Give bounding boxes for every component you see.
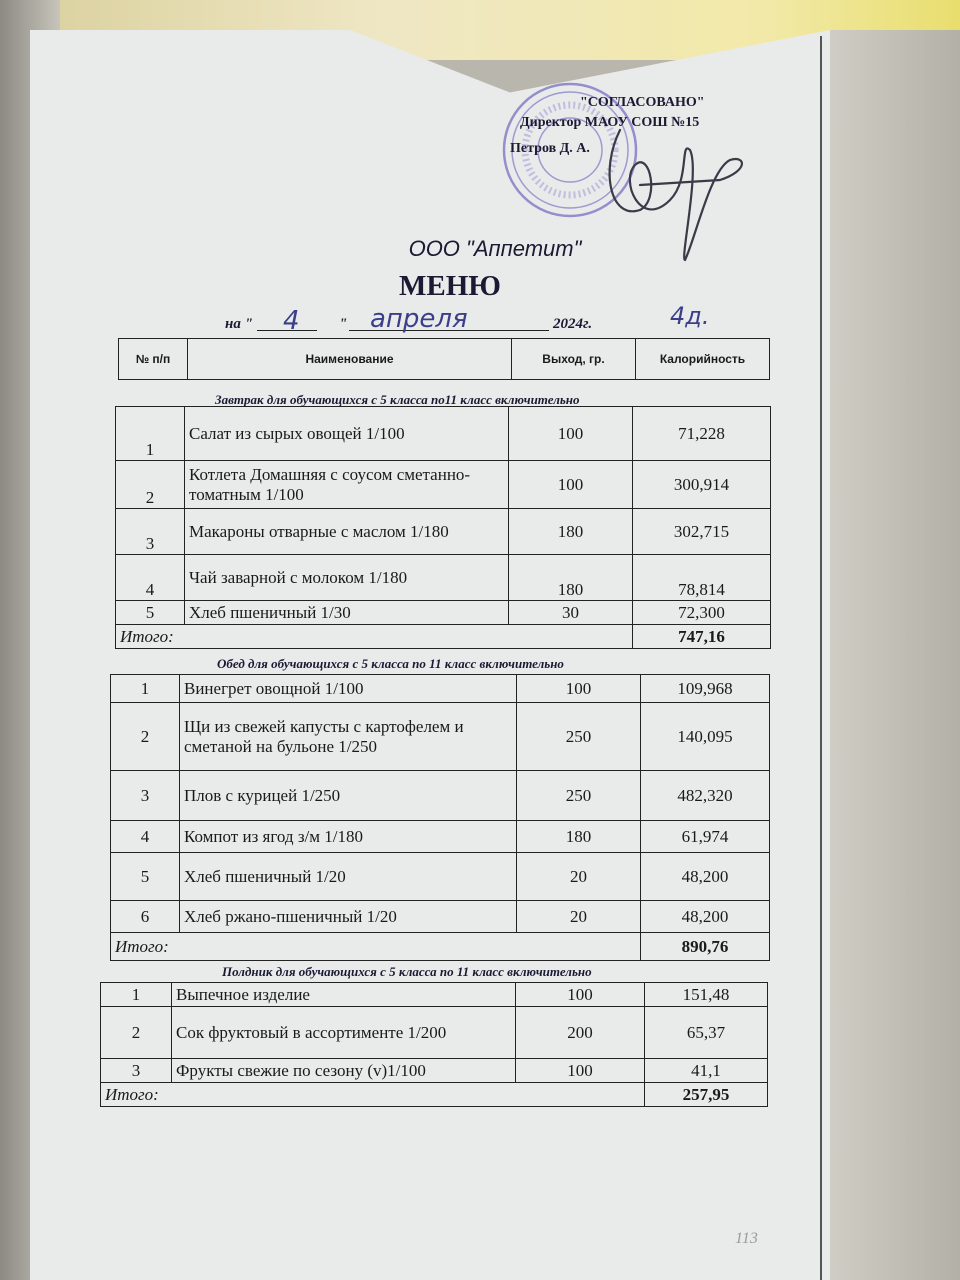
row-output: 180 — [509, 509, 633, 555]
row-name: Сок фруктовый в ассортименте 1/200 — [172, 1007, 516, 1059]
table-row — [116, 601, 771, 625]
table-row — [111, 853, 770, 901]
section-caption: Обед для обучающихся с 5 класса по 11 класс включительно — [217, 656, 564, 671]
row-name: Компот из ягод з/м 1/180 — [180, 821, 517, 853]
row-output: 20 — [517, 853, 641, 901]
total-label: Итого: — [116, 625, 633, 649]
date-mid: " — [339, 316, 348, 332]
row-num: 2 — [101, 1007, 172, 1059]
row-num: 3 — [101, 1059, 172, 1083]
row-output: 100 — [517, 675, 641, 703]
breakfast-table — [115, 406, 771, 649]
table-row — [111, 771, 770, 821]
row-name: Щи из свежей капусты с картофелем и сметаной на бульоне 1/250 — [180, 703, 517, 771]
section-caption: Завтрак для обучающихся с 5 класса по11 класс включительно — [215, 392, 580, 407]
approval-position: Директор МАОУ СОШ №15 — [520, 115, 700, 130]
table-row — [111, 675, 770, 703]
row-num: 3 — [116, 509, 185, 555]
total-label: Итого: — [111, 933, 641, 961]
date-month: апреля — [370, 304, 468, 334]
lunch-table — [110, 674, 770, 961]
table-row — [116, 461, 771, 509]
table-row — [111, 901, 770, 933]
row-name: Выпечное изделие — [172, 983, 516, 1007]
paper-edge — [820, 36, 822, 1280]
row-name: Плов с курицей 1/250 — [180, 771, 517, 821]
date-note: 4д. — [670, 302, 710, 330]
row-num: 4 — [111, 821, 180, 853]
row-calories: 109,968 — [641, 675, 770, 703]
table-row — [101, 983, 768, 1007]
row-num: 4 — [116, 555, 185, 601]
row-name: Винегрет овощной 1/100 — [180, 675, 517, 703]
col-num-header: № п/п — [119, 339, 188, 380]
row-num: 6 — [111, 901, 180, 933]
col-output-header: Выход, гр. — [512, 339, 636, 380]
row-num: 1 — [116, 407, 185, 461]
table-row — [101, 1059, 768, 1083]
approval-title: "СОГЛАСОВАНО" — [580, 95, 705, 110]
row-calories: 61,974 — [641, 821, 770, 853]
table-row — [116, 407, 771, 461]
row-output: 30 — [509, 601, 633, 625]
table-row — [101, 1007, 768, 1059]
col-calories-header: Калорийность — [636, 339, 770, 380]
row-num: 2 — [116, 461, 185, 509]
total-label: Итого: — [101, 1083, 645, 1107]
background-right — [830, 30, 960, 1280]
row-output: 180 — [517, 821, 641, 853]
total-value: 257,95 — [645, 1083, 768, 1107]
row-output: 100 — [516, 983, 645, 1007]
row-num: 3 — [111, 771, 180, 821]
row-num: 5 — [116, 601, 185, 625]
column-header-table — [118, 338, 770, 380]
total-row — [116, 625, 771, 649]
total-row — [101, 1083, 768, 1107]
row-calories: 71,228 — [633, 407, 771, 461]
row-calories: 482,320 — [641, 771, 770, 821]
row-calories: 65,37 — [645, 1007, 768, 1059]
row-output: 250 — [517, 771, 641, 821]
date-year: 2024г. — [553, 316, 593, 332]
company-name: ООО "Аппетит" — [408, 236, 582, 261]
total-value: 890,76 — [641, 933, 770, 961]
date-prefix: на " — [225, 316, 253, 332]
row-calories: 78,814 — [633, 555, 771, 601]
total-value: 747,16 — [633, 625, 771, 649]
row-name: Чай заварной с молоком 1/180 — [185, 555, 509, 601]
row-num: 1 — [111, 675, 180, 703]
row-output: 180 — [509, 555, 633, 601]
row-num: 2 — [111, 703, 180, 771]
row-calories: 140,095 — [641, 703, 770, 771]
row-name: Хлеб ржано-пшеничный 1/20 — [180, 901, 517, 933]
section-caption: Полдник для обучающихся с 5 класса по 11 класс включительно — [222, 964, 592, 979]
row-calories: 300,914 — [633, 461, 771, 509]
table-row — [111, 821, 770, 853]
table-row — [116, 555, 771, 601]
table-row — [116, 509, 771, 555]
table-row — [111, 703, 770, 771]
approval-name: Петров Д. А. — [510, 141, 590, 156]
col-name-header: Наименование — [188, 339, 512, 380]
row-calories: 151,48 — [645, 983, 768, 1007]
row-output: 20 — [517, 901, 641, 933]
row-name: Фрукты свежие по сезону (v)1/100 — [172, 1059, 516, 1083]
date-day: 4 — [283, 306, 300, 336]
row-name: Хлеб пшеничный 1/20 — [180, 853, 517, 901]
row-calories: 72,300 — [633, 601, 771, 625]
row-name: Салат из сырых овощей 1/100 — [185, 407, 509, 461]
row-output: 100 — [509, 407, 633, 461]
row-num: 1 — [101, 983, 172, 1007]
menu-title: МЕНЮ — [399, 270, 501, 302]
page-number: 113 — [735, 1230, 758, 1247]
row-calories: 302,715 — [633, 509, 771, 555]
row-output: 200 — [516, 1007, 645, 1059]
row-name: Макароны отварные с маслом 1/180 — [185, 509, 509, 555]
total-row — [111, 933, 770, 961]
row-name: Хлеб пшеничный 1/30 — [185, 601, 509, 625]
snack-table — [100, 982, 768, 1107]
row-num: 5 — [111, 853, 180, 901]
row-calories: 48,200 — [641, 901, 770, 933]
row-output: 250 — [517, 703, 641, 771]
row-calories: 41,1 — [645, 1059, 768, 1083]
row-output: 100 — [509, 461, 633, 509]
row-output: 100 — [516, 1059, 645, 1083]
row-name: Котлета Домашняя с соусом сметанно-томатным 1/100 — [185, 461, 509, 509]
row-calories: 48,200 — [641, 853, 770, 901]
